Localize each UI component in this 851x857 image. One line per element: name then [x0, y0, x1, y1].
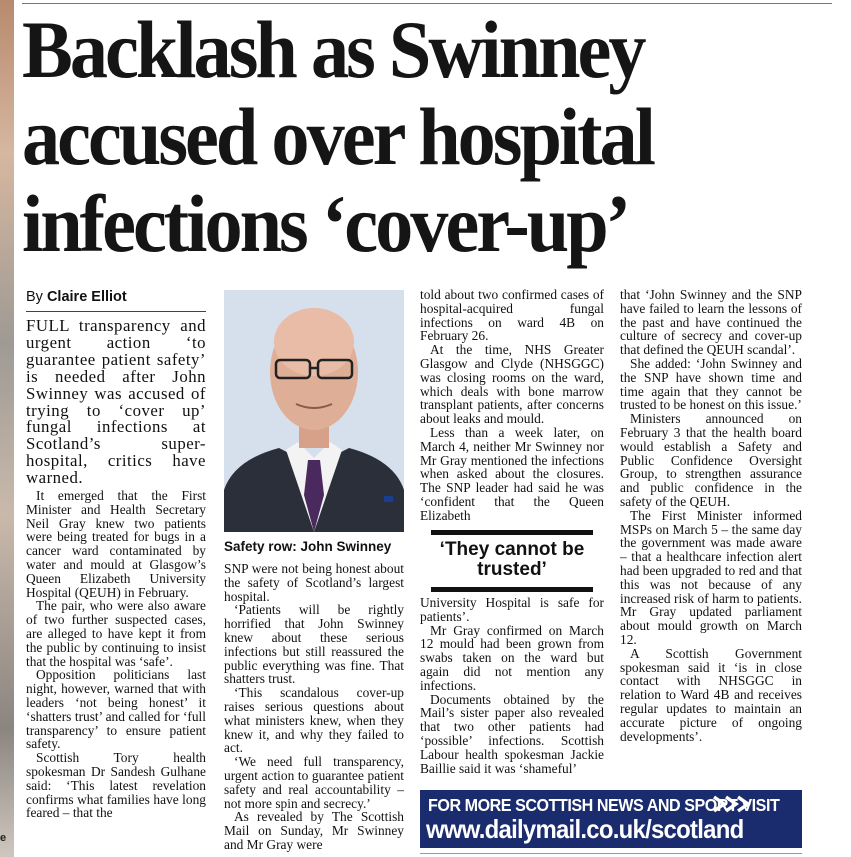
article-paragraph: The First Minister informed MSPs on March 5 – the same day the government was made aware – that a healthcare infection alert had been upgraded to red and that this was not because of any increased risk of harm to patients. Mr Gray updated parliament about mould growth on March 12.: [620, 507, 802, 647]
promo-url-link[interactable]: www.dailymail.co.uk/scotland: [426, 814, 744, 844]
article-paragraph: A Scottish Government spokesman said it ‘is in close contact with NHSGGC in relation to Ward 4B and receives regular updates to maintain an accurate picture of ongoing developments’.: [620, 645, 802, 744]
bottom-rule: [420, 853, 802, 854]
swinney-photo: [224, 290, 404, 532]
article-column-2: [224, 562, 404, 852]
article-paragraph: ‘We need full transparency, urgent action to guarantee patient safety and real accountability – not more spin and secrecy.’: [224, 754, 404, 811]
article-paragraph: She added: ‘John Swinney and the SNP have shown time and time again that they cannot be trusted to be honest on this issue.’: [620, 355, 802, 413]
article-paragraph: Ministers announced on February 3 that the health board would establish a Safety and Public Confidence Oversight Group, to strengthen assurance and public confidence in the safety of the QEUH.: [620, 411, 802, 509]
byline-rule: [26, 311, 206, 312]
photo-caption: Safety row: John Swinney: [224, 539, 392, 554]
headline-line-1: Backlash as Swinney: [22, 4, 644, 95]
article-paragraph: The pair, who were also aware of two further suspected cases, are alleged to have kept it from the public by continuing to insist that the hospital was ‘safe’.: [26, 598, 206, 669]
article-intro: FULL transparency and urgent action ‘to guarantee patient safety’ is needed after John Swinney was accused of trying to ‘cover up’ fungal infections at Scotland’s super-hospital, critics have warned.: [26, 316, 206, 488]
article-column-3-bottom: [420, 596, 604, 775]
article-paragraph: ‘This scandalous cover-up raises serious questions about what ministers knew, when they knew it, and why they failed to act.: [224, 685, 404, 756]
headline: [22, 6, 785, 267]
byline-author: Claire Elliot: [46, 289, 127, 305]
article-paragraph: Scottish Tory health spokesman Dr Sandesh Gulhane said: ‘This latest revelation confirms what families have long feared – that the: [26, 750, 206, 821]
swinney-portrait-illustration: [224, 290, 404, 532]
byline-prefix: By: [26, 289, 43, 305]
article-paragraph: At the time, NHS Greater Glasgow and Clyde (NHSGGC) was closing rooms on the ward, which deals with bone marrow transplant patients, after concerns about leaks and mould.: [420, 342, 604, 427]
headline-line-2: accused over hospital: [22, 91, 653, 182]
pull-quote: [431, 530, 593, 592]
article-paragraph: It emerged that the First Minister and Health Secretary Neil Gray knew two patients were being treated for bugs in a cancer ward contaminated by water and mould at Glasgow’s Queen Elizabeth University Hospital (QEUH) in February.: [26, 488, 206, 600]
article-paragraph: that ‘John Swinney and the SNP have failed to learn the lessons of the past and have continued the culture of secrecy and cover-up that defined the QEUH scandal’.: [620, 287, 802, 358]
article-paragraph: ‘Patients will be rightly horrified that John Swinney knew about these serious infections but still reassured the public everything was fine. That shatters trust.: [224, 602, 404, 687]
article-paragraph: SNP were not being honest about the safety of Scotland’s largest hospital.: [224, 561, 404, 604]
double-chevron-right-icon: [712, 795, 752, 813]
pull-quote-text: ‘They cannot be trusted’: [439, 539, 585, 580]
article-paragraph: Documents obtained by the Mail’s sister paper also revealed that two other patients had ‘possible’ infections. Scottish Labour health spokesman Jackie Baillie said it was ‘shameful’: [420, 691, 604, 776]
adjacent-photo-edge: [0, 0, 14, 857]
article-paragraph: As revealed by The Scottish Mail on Sunday, Mr Swinney and Mr Gray were: [224, 809, 404, 852]
adjacent-article-fragment: e: [0, 832, 7, 844]
promo-tagline: FOR MORE SCOTTISH NEWS AND SPORT VISIT: [428, 795, 780, 815]
byline: [26, 289, 127, 305]
article-paragraph: Opposition politicians last night, however, warned that with leaders ‘not being honest’ it ‘shatters trust’ and called for ‘full transparency’ to ensure patient safety.: [26, 667, 206, 752]
article-paragraph: told about two confirmed cases of hospital-acquired fungal infections on ward 4B on February 26.: [420, 287, 604, 344]
article-column-1: [26, 318, 206, 820]
pull-quote-rule-bottom: [431, 587, 593, 592]
article-column-3-top: [420, 288, 604, 523]
article-paragraph: University Hospital is safe for patients’.: [420, 595, 604, 624]
article-paragraph: Less than a week later, on March 4, neither Mr Swinney nor Mr Gray mentioned the infections when asked about the closures. The SNP leader had said he was ‘confident that the Queen Elizabeth: [420, 424, 604, 523]
article-column-4: [620, 288, 802, 743]
article-paragraph: Mr Gray confirmed on March 12 mould had been grown from swabs taken on the ward but again did not mention any infections.: [420, 622, 604, 693]
headline-line-3: infections ‘cover-up’: [22, 178, 629, 269]
website-promo-banner[interactable]: [420, 790, 802, 848]
